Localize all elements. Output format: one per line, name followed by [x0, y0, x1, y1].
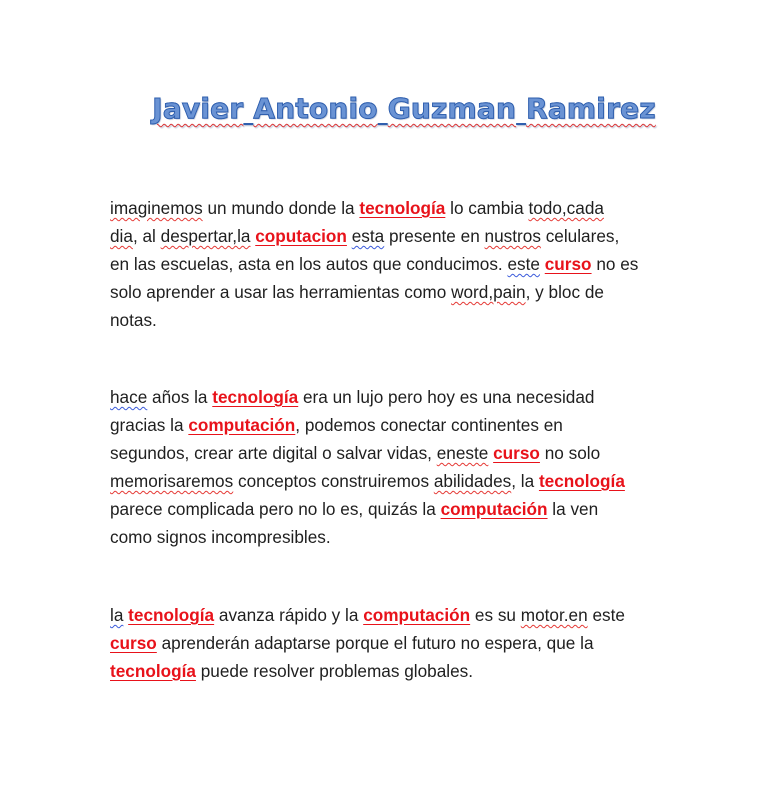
text-segment: en las escuelas, asta en los autos que conducimos. [110, 254, 508, 274]
grammar-flag-word: hace [110, 387, 148, 407]
text-line [110, 250, 710, 278]
text-segment: lo cambia [445, 198, 529, 218]
text-segment: es su [470, 605, 521, 625]
title-word: Guzman [387, 92, 517, 125]
text-line [110, 495, 710, 523]
text-segment: aprenderán adaptarse porque el futuro no espera, que la [156, 633, 594, 653]
text-line [110, 194, 710, 222]
spelling-error-word: abilidades [433, 471, 512, 491]
text-line [110, 523, 710, 551]
keyword-highlight: tecnología [359, 198, 446, 218]
text-line [110, 657, 710, 685]
keyword-highlight: computación [188, 415, 296, 435]
spelling-error-word: memorisaremos [110, 471, 234, 491]
spelling-error-word: word,pain [451, 282, 526, 302]
text-segment: era un lujo pero hoy es una necesidad [298, 387, 595, 407]
spelling-error-word: despertar,la [160, 226, 251, 246]
keyword-highlight: computación [440, 499, 548, 519]
text-segment: , podemos conectar continentes en [295, 415, 563, 435]
text-line [110, 629, 710, 657]
document-title [0, 92, 768, 125]
keyword-highlight: tecnología [128, 605, 215, 625]
text-segment: parece complicada pero no lo es, quizás la [110, 499, 441, 519]
text-line [110, 383, 710, 411]
text-segment: un mundo donde la [202, 198, 360, 218]
spelling-error-word: dia [110, 226, 133, 246]
text-segment: segundos, crear arte digital o salvar vidas, [110, 443, 437, 463]
text-segment: no solo [539, 443, 601, 463]
title-word: Antonio [253, 92, 378, 125]
keyword-highlight: curso [110, 633, 157, 653]
paragraph-3 [110, 601, 710, 685]
text-segment: no es [591, 254, 639, 274]
text-segment: presente en [384, 226, 485, 246]
text-line [110, 601, 710, 629]
paragraph-2 [110, 383, 710, 551]
keyword-highlight: tecnología [212, 387, 299, 407]
text-line [110, 439, 710, 467]
keyword-highlight: coputacion [255, 226, 347, 246]
text-segment: puede resolver problemas globales. [195, 661, 474, 681]
text-segment: conceptos construiremos [233, 471, 434, 491]
text-segment: celulares, [540, 226, 620, 246]
spelling-error-word: nustros [484, 226, 541, 246]
paragraph-1 [110, 194, 710, 334]
text-segment: solo aprender a usar las herramientas como [110, 282, 452, 302]
keyword-highlight: tecnología [110, 661, 196, 681]
text-line [110, 222, 710, 250]
keyword-highlight: curso [493, 443, 540, 463]
keyword-highlight: computación [363, 605, 471, 625]
grammar-flag-word: este [507, 254, 540, 274]
text-segment: años la [147, 387, 213, 407]
text-line [110, 411, 710, 439]
spelling-error-word: eneste [436, 443, 489, 463]
text-segment: como signos incompresibles. [110, 527, 331, 547]
grammar-flag-word: esta [351, 226, 385, 246]
grammar-flag-word: la [110, 605, 124, 625]
text-segment: , al [132, 226, 161, 246]
text-segment: , la [511, 471, 539, 491]
keyword-highlight: tecnología [538, 471, 625, 491]
keyword-highlight: curso [544, 254, 592, 274]
spelling-error-word: motor.en [520, 605, 588, 625]
text-segment: notas. [110, 310, 157, 330]
text-line [110, 467, 710, 495]
text-line [110, 278, 710, 306]
spelling-error-word: todo,cada [528, 198, 604, 218]
text-segment: , y bloc de [525, 282, 604, 302]
text-line [110, 306, 710, 334]
title-word: Ramirez [526, 92, 656, 125]
title-word: Javier [152, 92, 244, 125]
text-segment: avanza rápido y la [214, 605, 364, 625]
spelling-error-word: imaginemos [110, 198, 203, 218]
text-segment: este [587, 605, 625, 625]
text-segment: la ven [547, 499, 599, 519]
text-segment: gracias la [110, 415, 189, 435]
